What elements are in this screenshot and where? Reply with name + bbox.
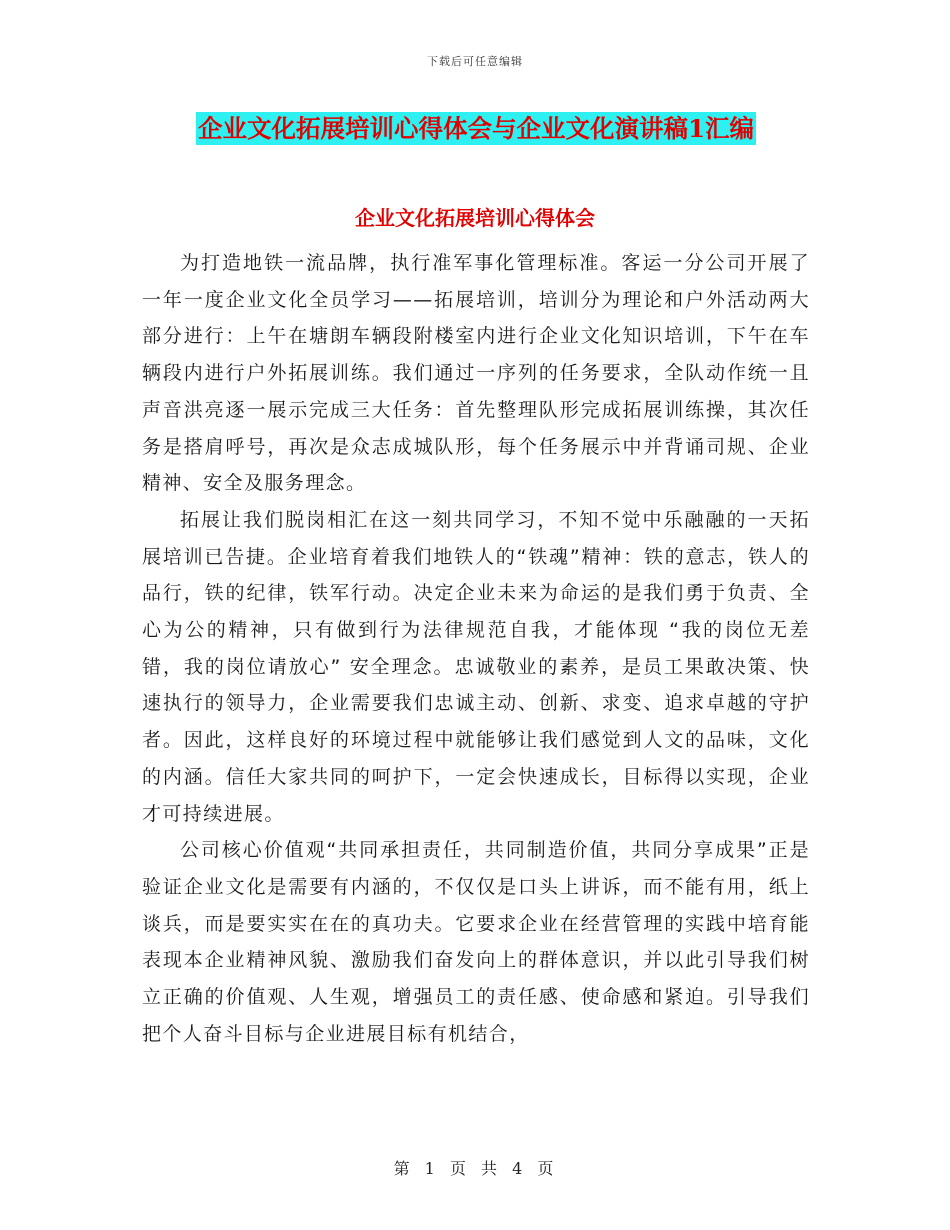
body-paragraph: 拓展让我们脱岗相汇在这一刻共同学习，不知不觉中乐融融的一天拓展培训已告捷。企业培育着我们地铁人的“铁魂”精神：铁的意志，铁人的品行，铁的纪律，铁军行动。决定企业未来为命运的是我们勇于负责、全心为公的精神，只有做到行为法律规范自我，才能体现 “我的岗位无差错，我的岗位请放心” 安全理念。忠诚敬业的素养，是员工果敢决策、快速执行的领导力，企业需要我们忠诚主动、创新、求变、追求卓越的守护者。因此，这样良好的环境过程中就能够让我们感觉到人文的品味，文化的内涵。信任大家共同的呵护下，一定会快速成长，目标得以实现，企业才可持续进展。 <box>142 508 810 825</box>
section-title: 企业文化拓展培训心得体会 <box>355 206 595 230</box>
document-title: 企业文化拓展培训心得体会与企业文化演讲稿1汇编 <box>198 114 755 143</box>
body-paragraph: 为打造地铁一流品牌，执行准军事化管理标准。客运一分公司开展了一年一度企业文化全员学习——拓展培训，培训分为理论和户外活动两大部分进行：上午在塘朗车辆段附楼室内进行企业文化知识培训，下午在车辆段内进行户外拓展训练。我们通过一序列的任务要求，全队动作统一且声音洪亮逐一展示完成三大任务：首先整理队形完成拓展训练操，其次任务是搭肩呼号，再次是众志成城队形，每个任务展示中并背诵司规、企业精神、安全及服务理念。 <box>142 252 810 495</box>
body-paragraph: 公司核心价值观“共同承担责任，共同制造价值，共同分享成果”正是验证企业文化是需要有内涵的，不仅仅是口头上讲诉，而不能有用，纸上谈兵，而是要实实在在的真功夫。它要求企业在经营管理的实践中培育能表现本企业精神风貌、激励我们奋发向上的群体意识，并以此引导我们树立正确的价值观、人生观，增强员工的责任感、使命感和紧迫。引导我们把个人奋斗目标与企业进展目标有机结合， <box>142 839 810 1045</box>
header-note: 下载后可任意编辑 <box>427 55 523 68</box>
document-body <box>142 245 810 1052</box>
page-number-footer: 第 1 页 共 4 页 <box>393 1159 557 1178</box>
